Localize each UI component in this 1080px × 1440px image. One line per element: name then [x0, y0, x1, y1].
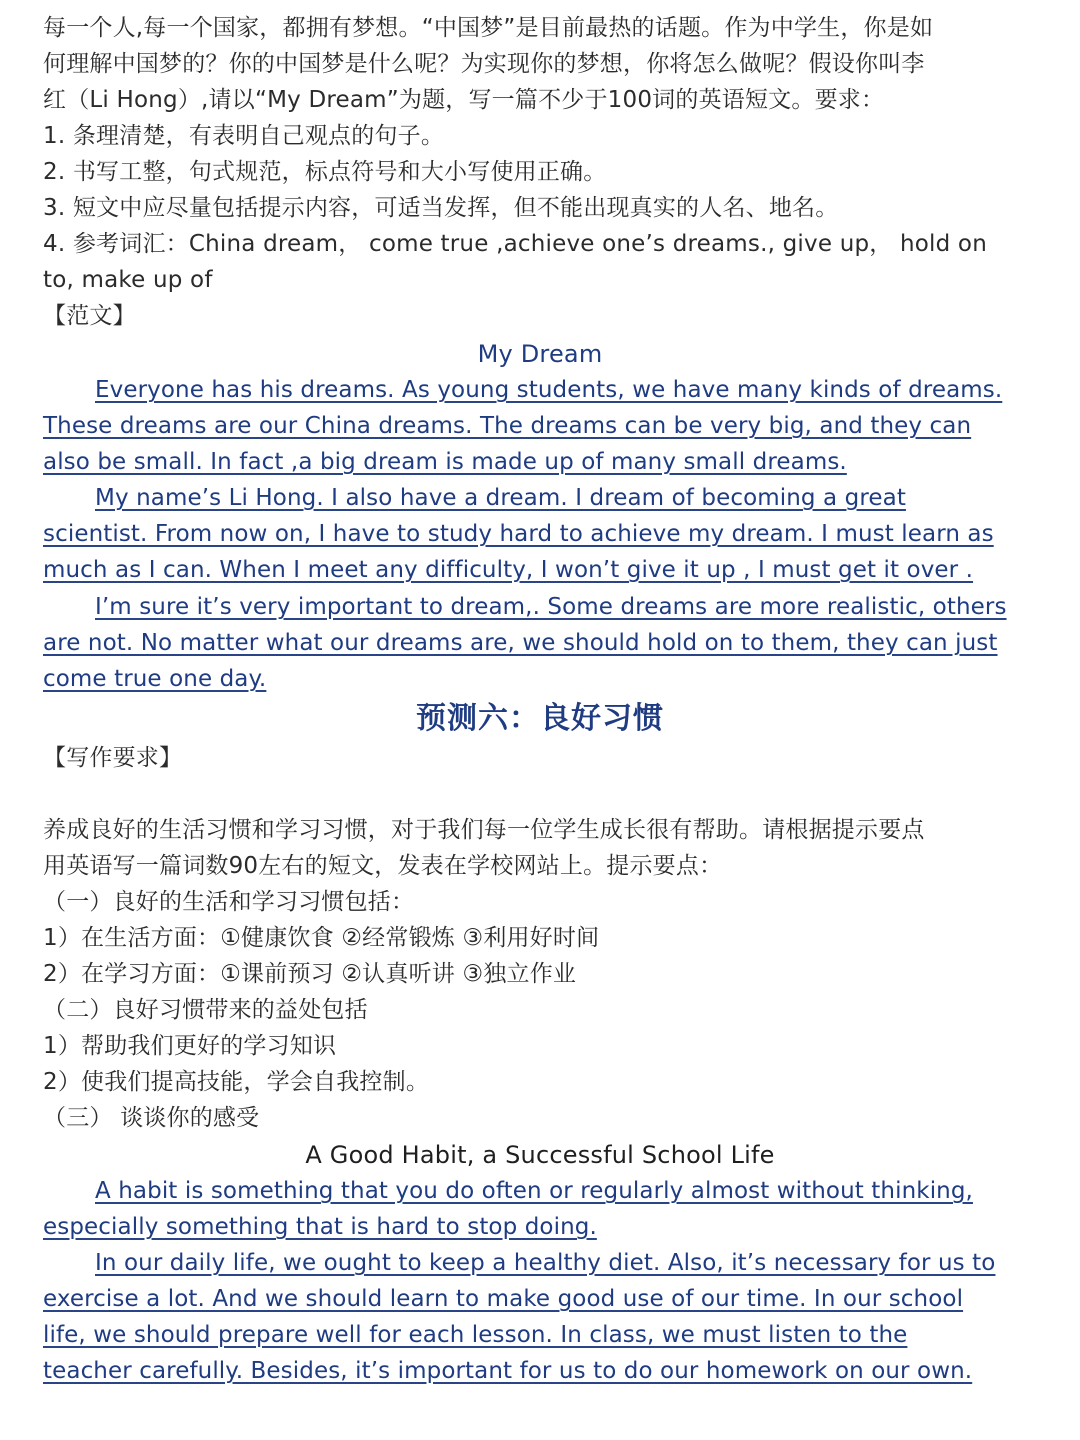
essay1-line-9-text: come true one day. — [43, 666, 267, 692]
essay2-line-5 — [43, 1317, 1050, 1353]
prompt1-line-1: 每一个人,每一个国家，都拥有梦想。“中国梦”是目前最热的话题。作为中学生，你是如 — [43, 15, 934, 41]
essay2-line-4-text: exercise a lot. And we should learn to make good use of our time. In our school — [43, 1286, 964, 1312]
essay1-line-2-text: These dreams are our China dreams. The dreams can be very big, and they can — [43, 413, 972, 439]
essay1-line-3-text: also be small. In fact ,a big dream is made up of many small dreams. — [43, 449, 847, 475]
section2-line-1: 养成良好的生活习惯和学习习惯，对于我们每一位学生成长很有帮助。请根据提示要点 — [43, 817, 925, 843]
section2-line-2: 用英语写一篇词数90左右的短文，发表在学校网站上。提示要点： — [43, 853, 723, 879]
essay2-line-3-text: In our daily life, we ought to keep a healthy diet. Also, it’s necessary for us to — [95, 1250, 996, 1276]
requirements-label: 【写作要求】 — [43, 745, 183, 771]
essay2-title: A Good Habit, a Successful School Life — [305, 1141, 775, 1169]
prompt1-line-3: 红（Li Hong）,请以“My Dream”为题，写一篇不少于100词的英语短文。要求： — [43, 87, 885, 113]
prompt1-line-2: 何理解中国梦的？你的中国梦是什么呢？为实现你的梦想，你将怎么做呢？假设你叫李 — [43, 51, 925, 77]
essay1-title: My Dream — [477, 340, 603, 368]
essay2-line-6 — [43, 1353, 1050, 1389]
essay2-line-2-text: especially something that is hard to stop doing. — [43, 1214, 597, 1240]
prompt1-line-8: to, make up of — [43, 267, 213, 293]
essay1-line-6-text: much as I can. When I meet any difficulty, I won’t give it up , I must get it over . — [43, 557, 974, 583]
section2-line-6: （二）良好习惯带来的益处包括 — [43, 997, 368, 1023]
essay1-line-8-text: are not. No matter what our dreams are, we should hold on to them, they can just — [43, 630, 998, 656]
essay1-line-2 — [43, 408, 1050, 444]
essay2-line-5-text: life, we should prepare well for each lesson. In class, we must listen to the — [43, 1322, 908, 1348]
essay1-line-5-text: scientist. From now on, I have to study hard to achieve my dream. I must learn as — [43, 521, 994, 547]
essay1-line-7-text: I’m sure it’s very important to dream,. Some dreams are more realistic, others — [95, 594, 1007, 620]
section2-heading: 预测六：良好习惯 — [416, 701, 664, 736]
section2-line-3: （一）良好的生活和学习习惯包括： — [43, 889, 415, 915]
section2-line-5: 2）在学习方面：①课前预习 ②认真听讲 ③独立作业 — [43, 961, 577, 987]
sample-label: 【范文】 — [43, 303, 136, 329]
prompt1-line-7: 4. 参考词汇：China dream， come true ,achieve one’s dreams., give up， hold on — [43, 231, 987, 257]
section2-line-9: （三） 谈谈你的感受 — [43, 1105, 260, 1131]
essay1-line-4 — [95, 480, 1050, 516]
prompt1-line-6: 3. 短文中应尽量包括提示内容，可适当发挥，但不能出现真实的人名、地名。 — [43, 195, 839, 221]
essay1-line-3 — [43, 444, 1050, 480]
section2-line-4: 1）在生活方面：①健康饮食 ②经常锻炼 ③利用好时间 — [43, 925, 600, 951]
essay2-line-1 — [95, 1173, 1050, 1209]
section2-line-7: 1）帮助我们更好的学习知识 — [43, 1033, 337, 1059]
essay2-line-2 — [43, 1209, 1050, 1245]
essay1-line-6 — [43, 552, 1050, 588]
prompt1-line-4: 1. 条理清楚，有表明自己观点的句子。 — [43, 123, 445, 149]
essay1-line-4-text: My name’s Li Hong. I also have a dream. I dream of becoming a great — [95, 485, 906, 511]
essay2-line-1-text: A habit is something that you do often or regularly almost without thinking, — [95, 1178, 973, 1204]
essay1-line-1 — [95, 372, 1050, 408]
essay2-line-3 — [95, 1245, 1050, 1281]
prompt1-line-5: 2. 书写工整，句式规范，标点符号和大小写使用正确。 — [43, 159, 607, 185]
essay1-line-8 — [43, 625, 1050, 661]
essay1-line-5 — [43, 516, 1050, 552]
essay1-line-1-text: Everyone has his dreams. As young students, we have many kinds of dreams. — [95, 377, 1003, 403]
essay2-line-6-text: teacher carefully. Besides, it’s important for us to do our homework on our own. — [43, 1358, 973, 1384]
essay1-line-9 — [43, 661, 1050, 697]
section2-line-8: 2）使我们提高技能，学会自我控制。 — [43, 1069, 430, 1095]
essay2-line-4 — [43, 1281, 1050, 1317]
essay1-line-7 — [95, 589, 1050, 625]
